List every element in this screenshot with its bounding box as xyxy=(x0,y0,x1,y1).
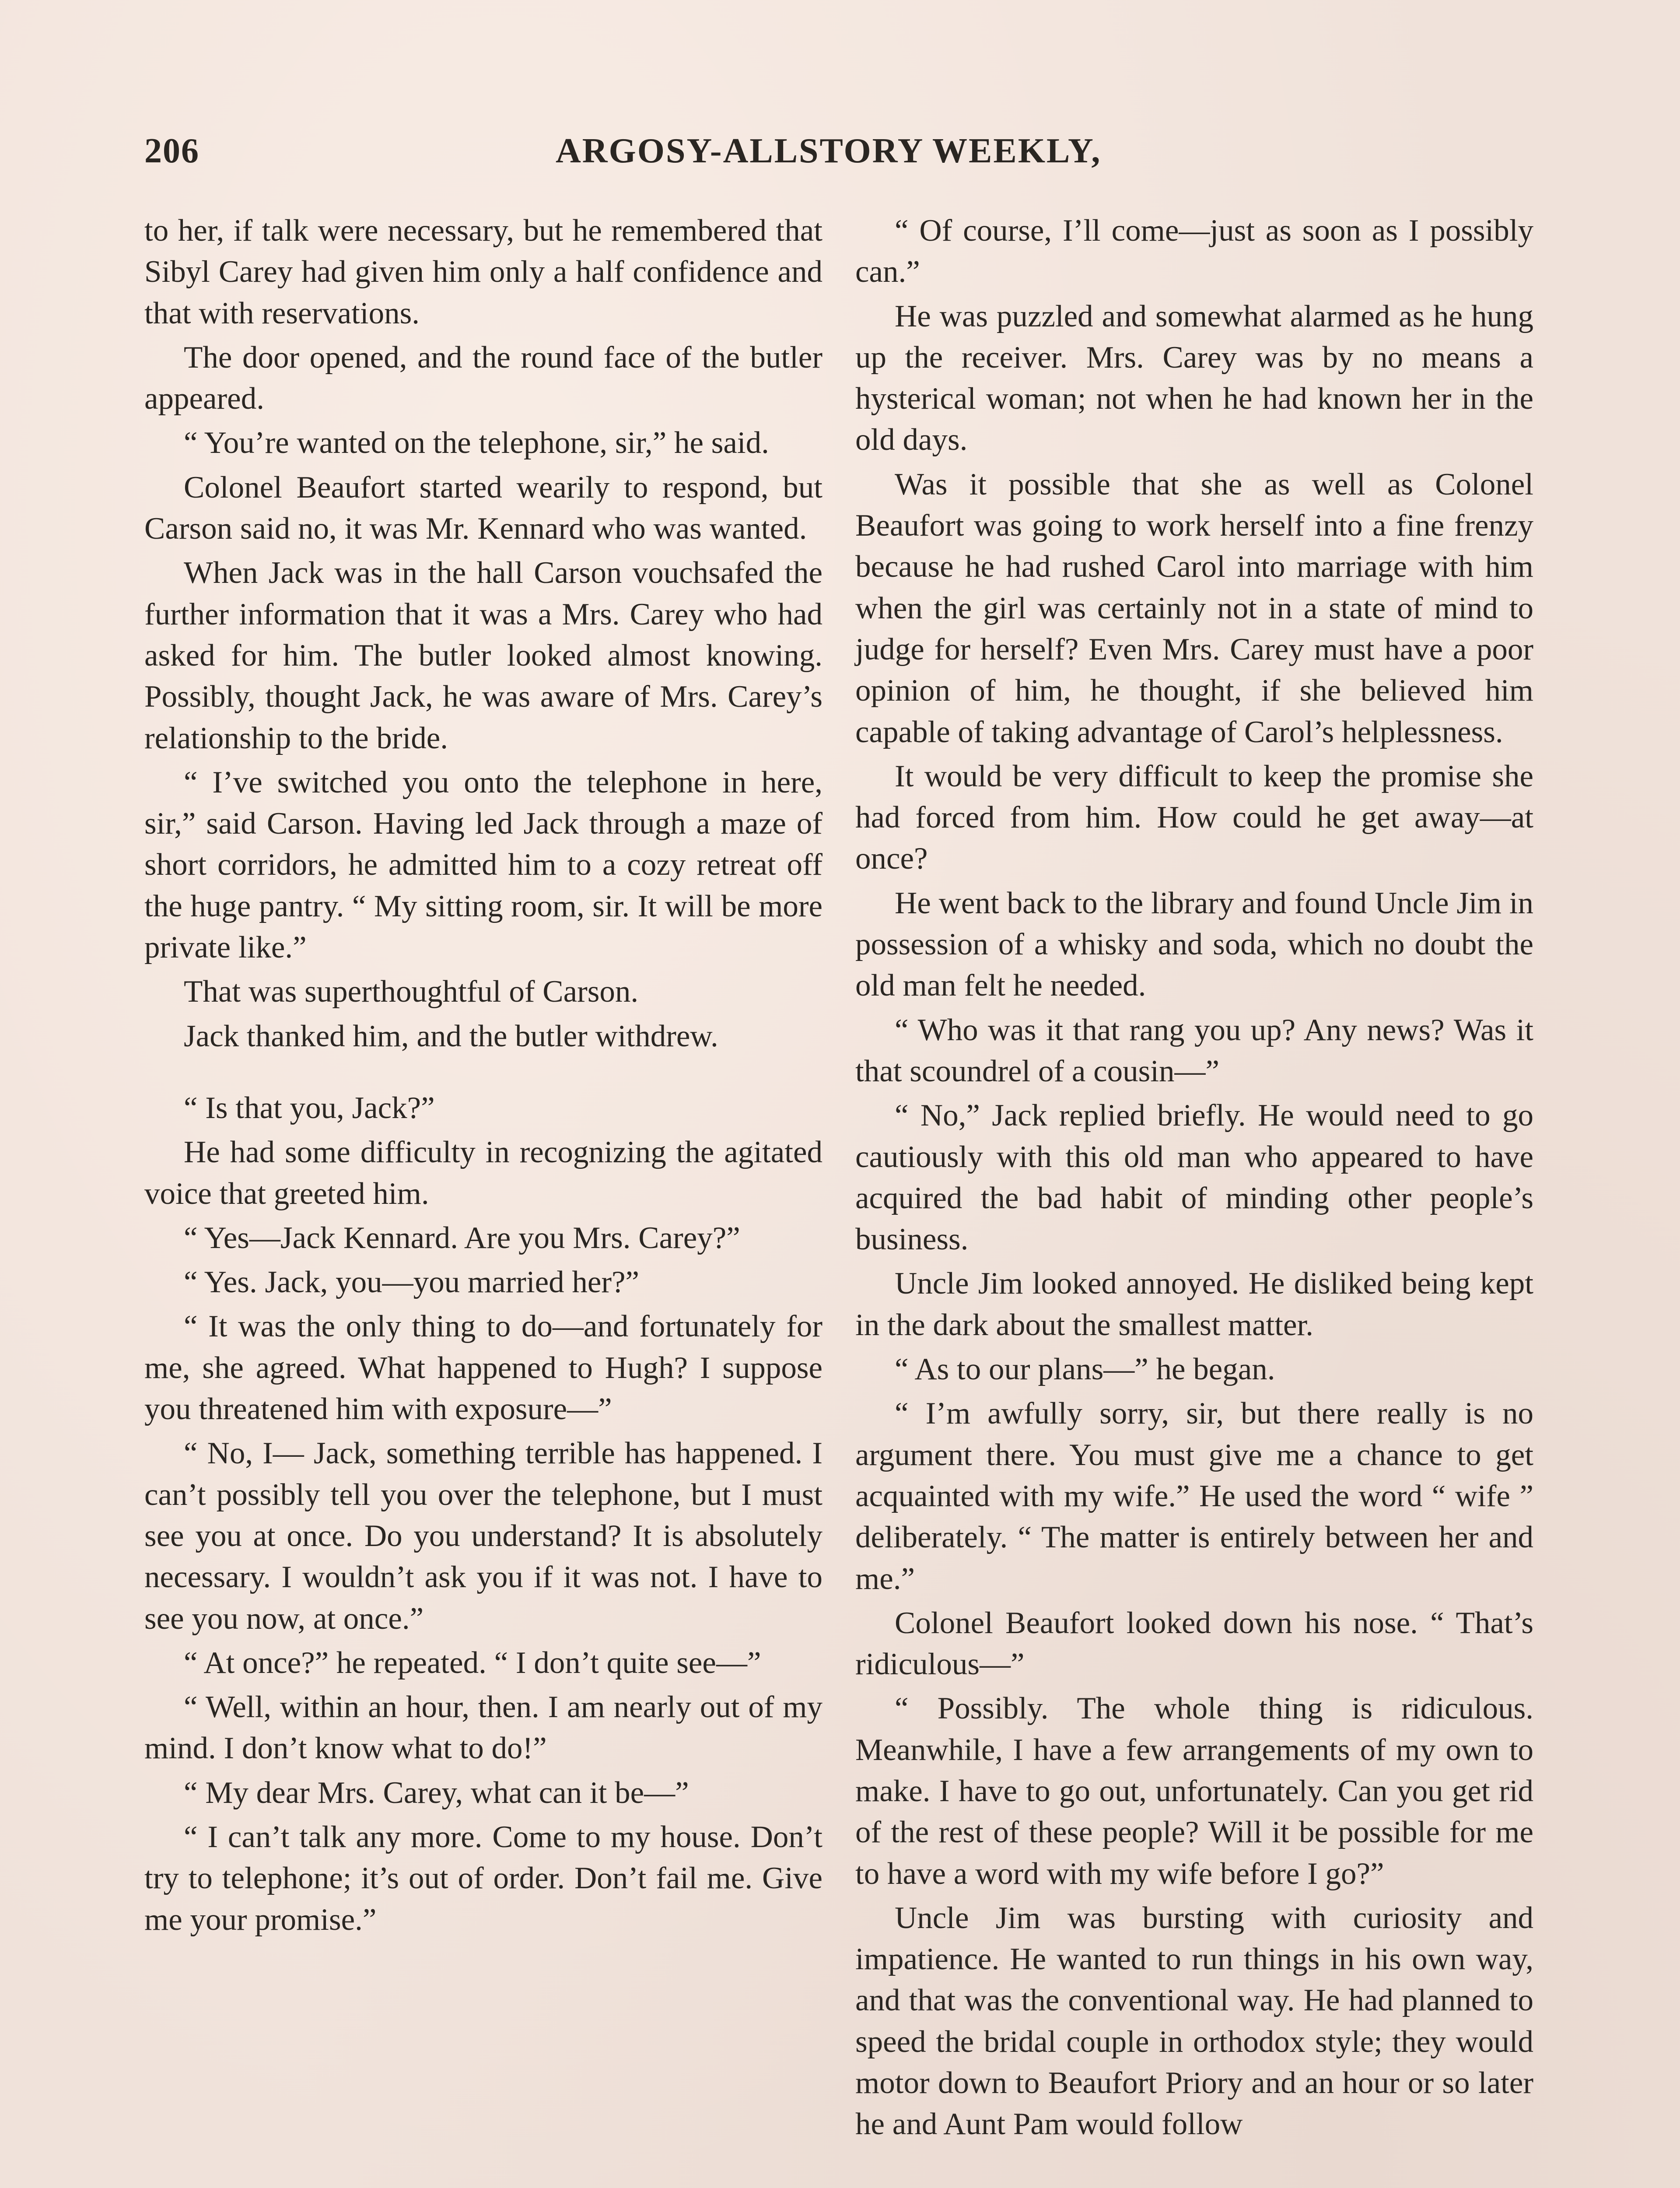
paragraph: Uncle Jim was bursting with curiosity and impatience. He wanted to run things in his own way, and that was the conventional way. He had planned to speed the bridal couple in orthodox style; they would motor down to Beaufort Priory and an hour or so later he and Aunt Pam would follow xyxy=(855,1900,1533,2142)
paragraph: “ You’re wanted on the telephone, sir,” he said. xyxy=(184,426,769,460)
left-column xyxy=(144,210,822,1943)
paragraph: “ As to our plans—” he began. xyxy=(895,1352,1275,1387)
paragraph: It would be very difficult to keep the promise she had forced from him. How could he get away—at once? xyxy=(855,759,1533,876)
paragraph: “ Is that you, Jack?” xyxy=(184,1090,435,1125)
paragraph: When Jack was in the hall Carson vouchsafed the further information that it was a Mrs. Carey who had asked for him. The butler looked almost knowing. Possibly, thought Jack, he was aware of Mrs. Carey’s relationship to the bride. xyxy=(144,556,822,755)
paragraph: “ Who was it that rang you up? Any news? Was it that scoundrel of a cousin—” xyxy=(855,1013,1533,1088)
paragraph: “ It was the only thing to do—and fortunately for me, she agreed. What happened to Hugh? I suppose you threatened him with exposure—” xyxy=(144,1309,822,1427)
paragraph: “ I’m awfully sorry, sir, but there really is no argument there. You must give me a chance to get acquainted with my wife.” He used the word “ wife ” deliberately. “ The matter is entirely between her and me.” xyxy=(855,1396,1533,1596)
paragraph: “ I can’t talk any more. Come to my house. Don’t try to telephone; it’s out of order. Don’t fail me. Give me your promise.” xyxy=(144,1820,822,1937)
paragraph: The door opened, and the round face of the butler appeared. xyxy=(144,340,822,416)
paragraph: Jack thanked him, and the butler withdrew. xyxy=(184,1019,718,1053)
paragraph: “ My dear Mrs. Carey, what can it be—” xyxy=(184,1775,689,1810)
paragraph: “ I’ve switched you onto the telephone in here, sir,” said Carson. Having led Jack through a maze of short corridors, he admitted him to a cozy retreat off the huge pantry. “ My sitting room, sir. It will be more private like.” xyxy=(144,765,822,965)
paragraph: “ Of course, I’ll come—just as soon as I possibly can.” xyxy=(855,214,1533,289)
paragraph: He went back to the library and found Uncle Jim in possession of a whisky and soda, which no doubt the old man felt he needed. xyxy=(855,886,1533,1003)
paragraph: That was superthoughtful of Carson. xyxy=(184,975,639,1009)
paragraph: “ At once?” he repeated. “ I don’t quite see—” xyxy=(184,1645,761,1680)
paragraph: “ No, I— Jack, something terrible has happened. I can’t possibly tell you over the telephone, but I must see you at once. Do you understand? It is absolutely necessary. I wouldn’t ask you if it was not. I have to see you now, at once.” xyxy=(144,1436,822,1636)
paragraph: Was it possible that she as well as Colonel Beaufort was going to work herself into a fine frenzy because he had rushed Carol into marriage with him when the girl was certainly not in a state of mind to judge for herself? Even Mrs. Carey must have a poor opinion of him, he thought, if she believed him capable of taking advantage of Carol’s helplessness. xyxy=(855,467,1533,749)
page-header xyxy=(144,131,1536,179)
right-column xyxy=(855,210,1533,2148)
paragraph: He had some difficulty in recognizing the agitated voice that greeted him. xyxy=(144,1135,822,1211)
paragraph: “ Possibly. The whole thing is ridiculous. Meanwhile, I have a few arrangements of my own to make. I have to go out, unfortunately. Can you get rid of the rest of these people? Will it be possible for me to have a word with my wife before I go?” xyxy=(855,1691,1533,1891)
paragraph: Uncle Jim looked annoyed. He disliked being kept in the dark about the smallest matter. xyxy=(855,1266,1533,1342)
running-title: ARGOSY-ALLSTORY WEEKLY, xyxy=(556,132,1102,170)
paragraph: “ Well, within an hour, then. I am nearly out of my mind. I don’t know what to do!” xyxy=(144,1690,822,1766)
paragraph: “ Yes—Jack Kennard. Are you Mrs. Carey?” xyxy=(184,1220,740,1255)
paragraph: Colonel Beaufort looked down his nose. “ That’s ridiculous—” xyxy=(855,1606,1533,1682)
paragraph: He was puzzled and somewhat alarmed as he hung up the receiver. Mrs. Carey was by no means a hysterical woman; not when he had known her in the old days. xyxy=(855,299,1533,457)
paragraph: to her, if talk were necessary, but he remembered that Sibyl Carey had given him only a half confidence and that with reservations. xyxy=(144,214,822,330)
paragraph: “ No,” Jack replied briefly. He would need to go cautiously with this old man who appeared to have acquired the bad habit of minding other people’s business. xyxy=(855,1098,1533,1257)
paragraph: “ Yes. Jack, you—you married her?” xyxy=(184,1265,640,1300)
page-number: 206 xyxy=(144,132,200,170)
paragraph: Colonel Beaufort started wearily to respond, but Carson said no, it was Mr. Kennard who was wanted. xyxy=(144,470,822,546)
